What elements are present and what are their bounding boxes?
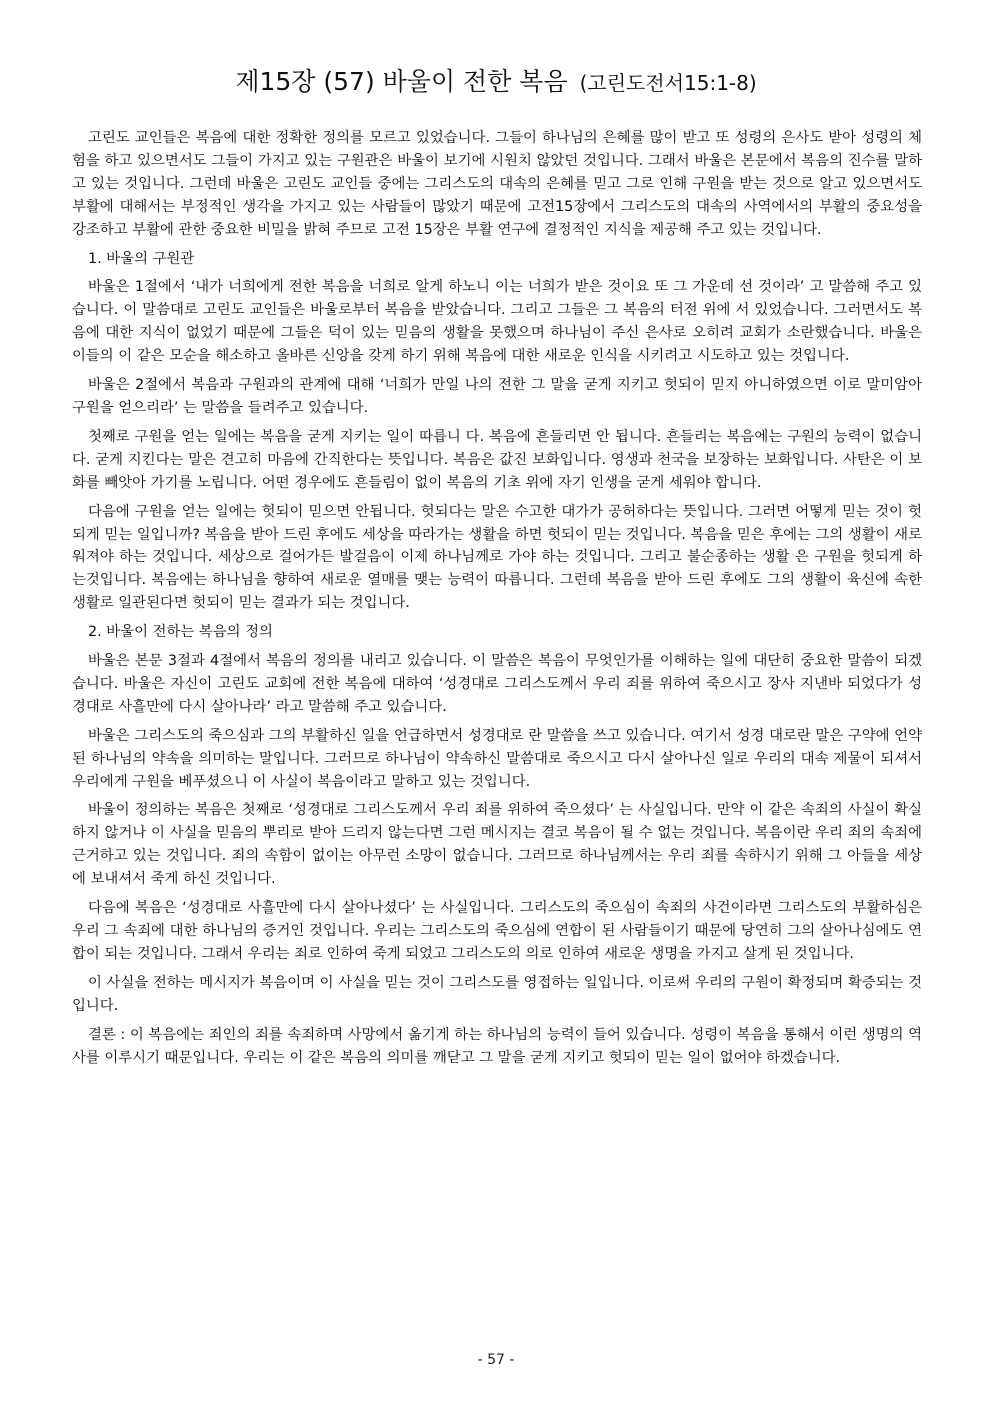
conclusion-paragraph: 결론 : 이 복음에는 죄인의 죄를 속죄하며 사망에서 옮기게 하는 하나님의 능력이 들어 있습니다. 성령이 복음을 통해서 이런 생명의 역사를 이루시기 때문입니다. 우리는 이 같은 복음의 의미를 깨닫고 그 말을 굳게 지키고 헛되이 믿는 일이 없어야 하겠습니다. [72,1026,922,1066]
section-heading-1: 1. 바울의 구원관 [88,250,195,267]
body-paragraph: 바울은 그리스도의 죽으심과 그의 부활하신 일을 언급하면서 성경대로 란 말씀을 쓰고 있습니다. 여기서 성경 대로란 말은 구약에 언약된 하나님의 약속을 의미하는 말입니다. 그러므로 하나님이 약속하신 말씀대로 죽으시고 다시 살아나신 일로 우리의 대속 제물이 되셔서 우리에게 구원을 베푸셨으니 이 사실이 복음이라고 말하고 있는 것입니다. [72,727,922,790]
scripture-reference: (고린도전서15:1-8) [579,71,757,95]
body-paragraph: 다음에 구원을 얻는 일에는 헛되이 믿으면 안됩니다. 헛되다는 말은 수고한 대가가 공허하다는 뜻입니다. 그러면 어떻게 믿는 것이 헛되게 믿는 일입니까? 복음을 받아 드린 후에도 세상을 따라가는 생활을 하면 헛되이 믿는 것입니다. 복음을 믿은 후에는 그의 생활이 새로워져야 하는 것입니다. 세상으로 걸어가든 발걸음이 이제 하나님께로 가야 하는 것입니다. 그리고 불순종하는 생활 은 구원을 헛되게 하는것입니다. 복음에는 하나님을 향하여 새로운 열매를 맺는 능력이 따릅니다. 그런데 복음을 받아 드린 후에도 그의 생활이 육신에 속한 생활로 일관된다면 헛되이 믿는 결과가 되는 것입니다. [72,503,922,612]
body-paragraph: 첫째로 구원을 얻는 일에는 복음을 굳게 지키는 일이 따릅니 다. 복음에 흔들리면 안 됩니다. 흔들리는 복음에는 구원의 능력이 없습니다. 굳게 지킨다는 말은 견고히 마음에 간직한다는 뜻입니다. 복음은 값진 보화입니다. 영생과 천국을 보장하는 보화입니다. 사탄은 이 보화를 빼앗아 가기를 노립니다. 어떤 경우에도 흔들림이 없이 복음의 기초 위에 자기 인생을 굳게 세워야 합니다. [72,428,922,491]
page-title [0,62,992,98]
chapter-title: 제15장 (57) 바울이 전한 복음 [235,67,568,96]
body-paragraph: 바울은 2절에서 복음과 구원과의 관계에 대해 ‘너희가 만일 나의 전한 그 말을 굳게 지키고 헛되이 믿지 아니하였으면 이로 말미암아 구원을 얻으리라’ 는 말씀을 들려주고 있습니다. [72,377,922,416]
page-number: - 57 - [477,1352,515,1368]
document-body [72,127,922,1075]
body-paragraph: 바울은 본문 3절과 4절에서 복음의 정의를 내리고 있습니다. 이 말씀은 복음이 무엇인가를 이해하는 일에 대단히 중요한 말씀이 되겠습니다. 바울은 자신이 고린도 교회에 전한 복음에 대하여 ‘성경대로 그리스도께서 우리 죄를 위하여 죽으시고 장사 지낸바 되었다가 성경대로 사흘만에 다시 살아나라’ 라고 말씀해 주고 있습니다. [72,653,922,715]
body-paragraph: 바울이 정의하는 복음은 첫째로 ‘성경대로 그리스도께서 우리 죄를 위하여 죽으셨다’ 는 사실입니다. 만약 이 같은 속죄의 사실이 확실하지 않거나 이 사실을 믿음의 뿌리로 받아 드리지 않는다면 그런 메시지는 결코 복음이 될 수 없는 것입니다. 복음이란 우리 죄의 속죄에 근거하고 있는 것입니다. 죄의 속함이 없이는 아무런 소망이 없습니다. 그러므로 하나님께서는 우리 죄를 속하시기 위해 그 아들을 세상에 보내셔서 죽게 하신 것입니다. [72,802,922,888]
section-heading-2: 2. 바울이 전하는 복음의 정의 [88,624,273,641]
body-paragraph: 다음에 복음은 ‘성경대로 사흘만에 다시 살아나셨다’ 는 사실입니다. 그리스도의 죽으심이 속죄의 사건이라면 그리스도의 부활하심은 우리 그 속죄에 대한 하나님의 증거인 것입니다. 우리는 그리스도의 죽으심에 연합이 된 사람들이기 때문에 당연히 그의 살아나심에도 연합이 되는 것입니다. 그래서 우리는 죄로 인하여 죽게 되었고 그리스도의 의로 인하여 새로운 생명을 가지고 살게 된 것입니다. [72,900,922,962]
intro-paragraph: 고린도 교인들은 복음에 대한 정확한 정의를 모르고 있었습니다. 그들이 하나님의 은혜를 많이 받고 또 성령의 은사도 받아 성령의 체험을 하고 있으면서도 그들이 가지고 있는 구원관은 바울이 보기에 시원치 않았던 것입니다. 그래서 바울은 본문에서 복음의 진수를 말하고 있는 것입니다. 그런데 바울은 고린도 교인들 중에는 그리스도의 대속의 은혜를 믿고 그로 인해 구원을 받는 것으로 알고 있으면서도 부활에 대해서는 부정적인 생각을 가지고 있는 사람들이 많았기 때문에 고전15장에서 그리스도의 대속의 사역에서의 부활의 중요성을 강조하고 부활에 관한 중요한 비밀을 밝혀 주므로 고전 15장은 부활 연구에 결정적인 지식을 제공해 주고 있는 것입니다. [72,130,922,238]
body-paragraph: 바울은 1절에서 ‘내가 너희에게 전한 복음을 너희로 알게 하노니 이는 너희가 받은 것이요 또 그 가운데 선 것이라’ 고 말씀해 주고 있습니다. 이 말씀대로 고린도 교인들은 바울로부터 복음을 받았습니다. 그리고 그들은 그 복음의 터전 위에 서 있었습니다. 그러면서도 복음에 대한 지식이 없었기 때문에 그들은 덕이 있는 믿음의 생활을 못했으며 하나님이 주신 은사로 오히려 교회가 소란했습니다. 바울은 이들의 이 같은 모순을 해소하고 올바른 신앙을 갖게 하기 위해 복음에 대한 새로운 인식을 시키려고 시도하고 있는 것입니다. [72,279,922,365]
body-paragraph: 이 사실을 전하는 메시지가 복음이며 이 사실을 믿는 것이 그리스도를 영접하는 일입니다. 이로써 우리의 구원이 확정되며 확증되는 것입니다. [72,974,922,1014]
